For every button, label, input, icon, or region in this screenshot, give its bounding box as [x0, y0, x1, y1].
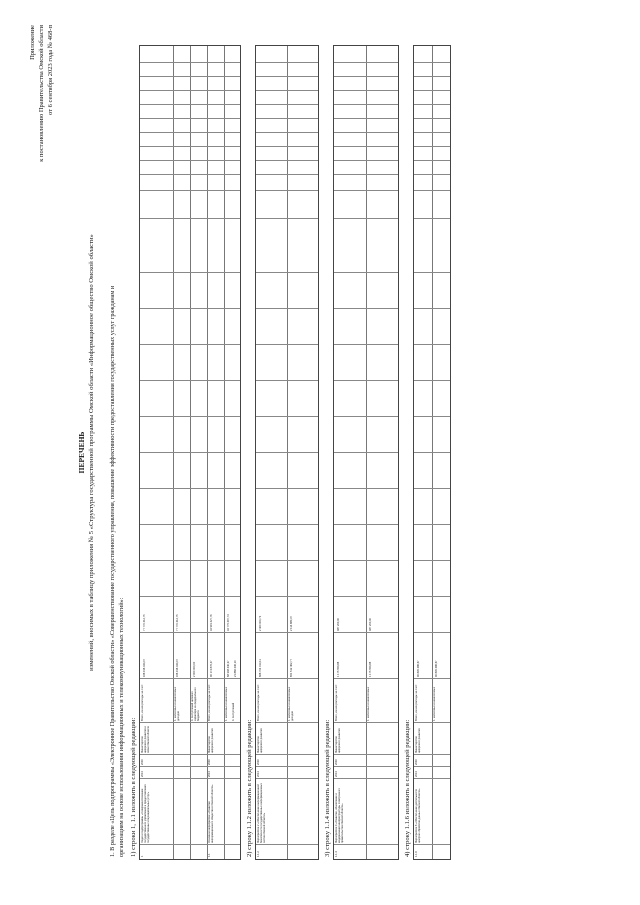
table-cell-total: 90 174 876,47 — [210, 660, 213, 677]
table-cell-total: 668 704 013,11 — [259, 659, 262, 677]
table-cell-to: 2030 — [141, 759, 144, 765]
table-cell-total: 166 916 044,07 — [176, 658, 179, 677]
table-rows-1-1-1 — [139, 45, 241, 860]
header-date-number: от 6 сентября 2023 года № 468-п — [47, 25, 54, 115]
table-cell-no: 1.1.2 — [257, 851, 260, 857]
table-cell-source: Всего, из них расходы за счет: — [208, 684, 211, 721]
section-3-heading: 3) строку 1.1.4 изложить в следующей редакции: — [324, 719, 331, 857]
table-cell-total: 90 835 486,67 — [435, 660, 438, 677]
table-cell-2014: 2 114 880,37 — [290, 616, 293, 631]
table-cell-executor: Министерство цифрового развития — [335, 728, 341, 753]
table-cell-from: 2014 — [415, 771, 418, 777]
table-cell-source: 1. налоговых и неналоговых — [433, 686, 436, 721]
table-cell-source: Всего, из них расходы за счет: — [335, 684, 338, 721]
header-appendix: Приложение — [29, 25, 36, 60]
table-cell-total: 168 916 044,07 — [143, 658, 146, 677]
table-cell-2014: 487 200,00 — [369, 618, 372, 631]
table-cell-total: 68 308 440,37 — [227, 660, 230, 677]
intro-paragraph-line2: организациям на основе использования информационных и телекоммуникационных технологий»: — [118, 597, 125, 857]
table-cell-source: 1. налоговых и неналоговых доходов — [288, 686, 294, 721]
table-cell-from: 2014 — [335, 771, 338, 777]
table-cell-2014: 32 919 427,76 — [210, 614, 213, 631]
table-cell-executor: Министерство цифрового развития — [415, 728, 421, 753]
table-cell-no: 1.1.6 — [415, 851, 418, 857]
table-cell-2014: 77 770 412,75 — [176, 614, 179, 631]
table-row-1-1-6 — [413, 45, 451, 860]
table-cell-no: 1.1 — [208, 853, 211, 857]
section-2-heading: 2) строку 1.1.2 изложить в следующей редакции: — [246, 719, 253, 857]
table-cell-name: Мероприятие 2 «Обеспечение информационной безопасности государственных информационных систем Омской области» — [257, 783, 266, 843]
table-cell-source: Всего, из них расходы за счет: — [257, 684, 260, 721]
table-cell-total: 90 835 486,67 — [417, 660, 420, 677]
table-cell-executor: Министерство цифрового развития и связи Омской области — [141, 726, 150, 753]
table-cell-to: 2030 — [335, 759, 338, 765]
table-cell-name: Основное мероприятие «Развитие информационного общества в Омской области» — [208, 784, 214, 843]
document-subtitle: изменений, вносимых в таблицу приложения № 5 «Структура государственной программы Омской области «Информационное общество Омской области» — [88, 234, 95, 671]
table-cell-2014: 2 400 000,73 — [259, 615, 262, 631]
table-cell-total: 1 175 559,88 — [337, 661, 340, 677]
table-cell-source: 1. налоговых и неналоговых — [225, 686, 228, 721]
table-cell-2014: 77 770 412,75 — [143, 614, 146, 631]
table-cell-from: 2014 — [141, 771, 144, 777]
section-1-heading: 1) строки 1, 1.1 изложить в следующей редакции: — [130, 717, 137, 857]
table-cell-to: 2030 — [257, 759, 260, 765]
section-4-heading: 4) строку 1.1.6 изложить в следующей редакции: — [404, 719, 411, 857]
table-cell-name: Задача подпрограммы «Совершенствование государственного управления и предоставления государственных и муниципальных услуг» — [141, 784, 150, 843]
table-cell-no: 1 — [141, 855, 144, 857]
table-row-1-1-2 — [255, 45, 319, 860]
table-cell-no: 1.1.4 — [335, 851, 338, 857]
table-cell-source: 1. налоговых и неналоговых — [367, 686, 370, 721]
table-cell-from: 2014 — [208, 771, 211, 777]
table-cell-total: 1 175 559,88 — [369, 661, 372, 677]
table-cell-to: 2030 — [208, 759, 211, 765]
table-cell-total: 21 866 436,10 — [234, 660, 237, 677]
table-cell-source: Всего, из них расходы за счет: — [141, 684, 144, 721]
intro-paragraph-line1: 1. В разделе «Цель подпрограммы «Электронное Правительство Омской области» «Совершенствование государственного управления, повышение эффективности предоставления государственных услуг гражданам и — [109, 285, 116, 857]
table-cell-2014: 32 775 497,74 — [227, 614, 230, 631]
table-cell-executor: Министерство цифрового развития — [257, 728, 263, 753]
table-cell-source: 1. налоговых и неналоговых доходов — [174, 686, 180, 721]
document-title: ПЕРЕЧЕНЬ — [77, 431, 86, 474]
table-cell-total: 651 512 462,77 — [290, 658, 293, 677]
header-resolution: к постановлению Правительства Омской области — [38, 25, 45, 162]
table-cell-source: Всего, из них расходы за счет: — [415, 684, 418, 721]
table-cell-name: Мероприятие 6 «Обеспечение деятельности центров обработки данных Омской области» — [415, 788, 421, 843]
table-cell-source: 4. поступлений — [232, 702, 235, 721]
table-cell-2014: 487 200,00 — [337, 618, 340, 631]
table-cell-executor: Министерство цифрового развития — [208, 728, 214, 753]
table-cell-source: 4. поступлений целевого характера из федерального бюджета — [191, 687, 200, 721]
table-cell-name: Мероприятие 4 «Развитие, обновление и модернизация инфраструктуры электронного правительства Омской области» — [335, 787, 344, 843]
table-cell-from: 2014 — [257, 771, 260, 777]
table-cell-total: 2 000 000,00 — [193, 661, 196, 677]
table-cell-to: 2030 — [415, 759, 418, 765]
table-row-1-1-4 — [333, 45, 399, 860]
